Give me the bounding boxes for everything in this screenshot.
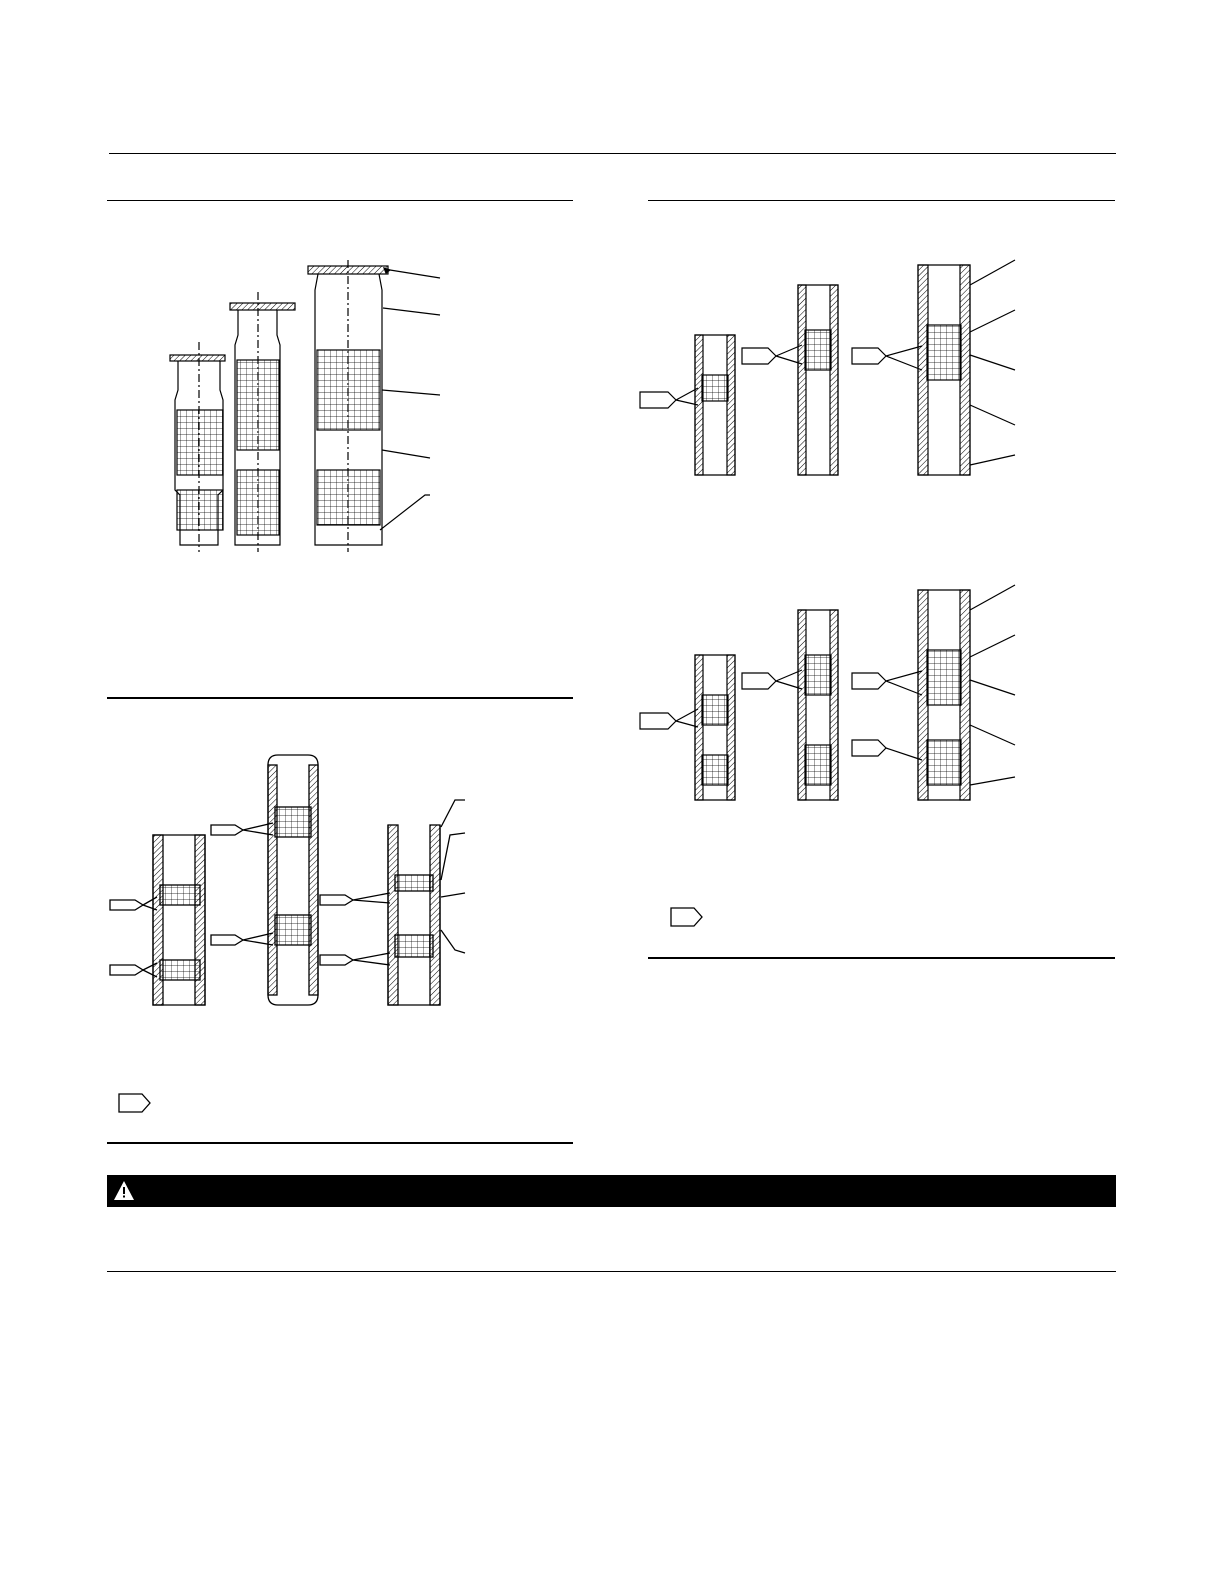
page-header-rule: [109, 153, 1116, 154]
section-rule-left-bottom: [107, 1142, 573, 1144]
figure-cages-middle-right: [640, 585, 1070, 810]
figure-cages-bottom-left: [105, 755, 475, 1020]
figure-cages-top-right-drawing: [640, 260, 1070, 485]
note-marker-bottom-left: [118, 1092, 158, 1114]
figure-cages-bottom-left-drawing: [105, 755, 475, 1020]
warning-triangle-icon: [113, 1180, 135, 1202]
section-rule-right-bottom: [648, 957, 1115, 959]
note-marker-icon: [670, 906, 710, 928]
page-footer-rule: [107, 1271, 1116, 1272]
figure-cages-middle-right-drawing: [640, 585, 1070, 810]
figure-plugs-top-left-drawing: [150, 260, 470, 560]
section-rule-left-top: [107, 200, 573, 201]
note-marker-right: [670, 906, 710, 928]
figure-plugs-top-left: [150, 260, 470, 560]
section-rule-right-top: [648, 200, 1115, 201]
section-rule-left-middle: [107, 697, 573, 699]
figure-cages-top-right: [640, 260, 1070, 485]
note-marker-icon: [118, 1092, 158, 1114]
warning-banner: [107, 1175, 1116, 1207]
